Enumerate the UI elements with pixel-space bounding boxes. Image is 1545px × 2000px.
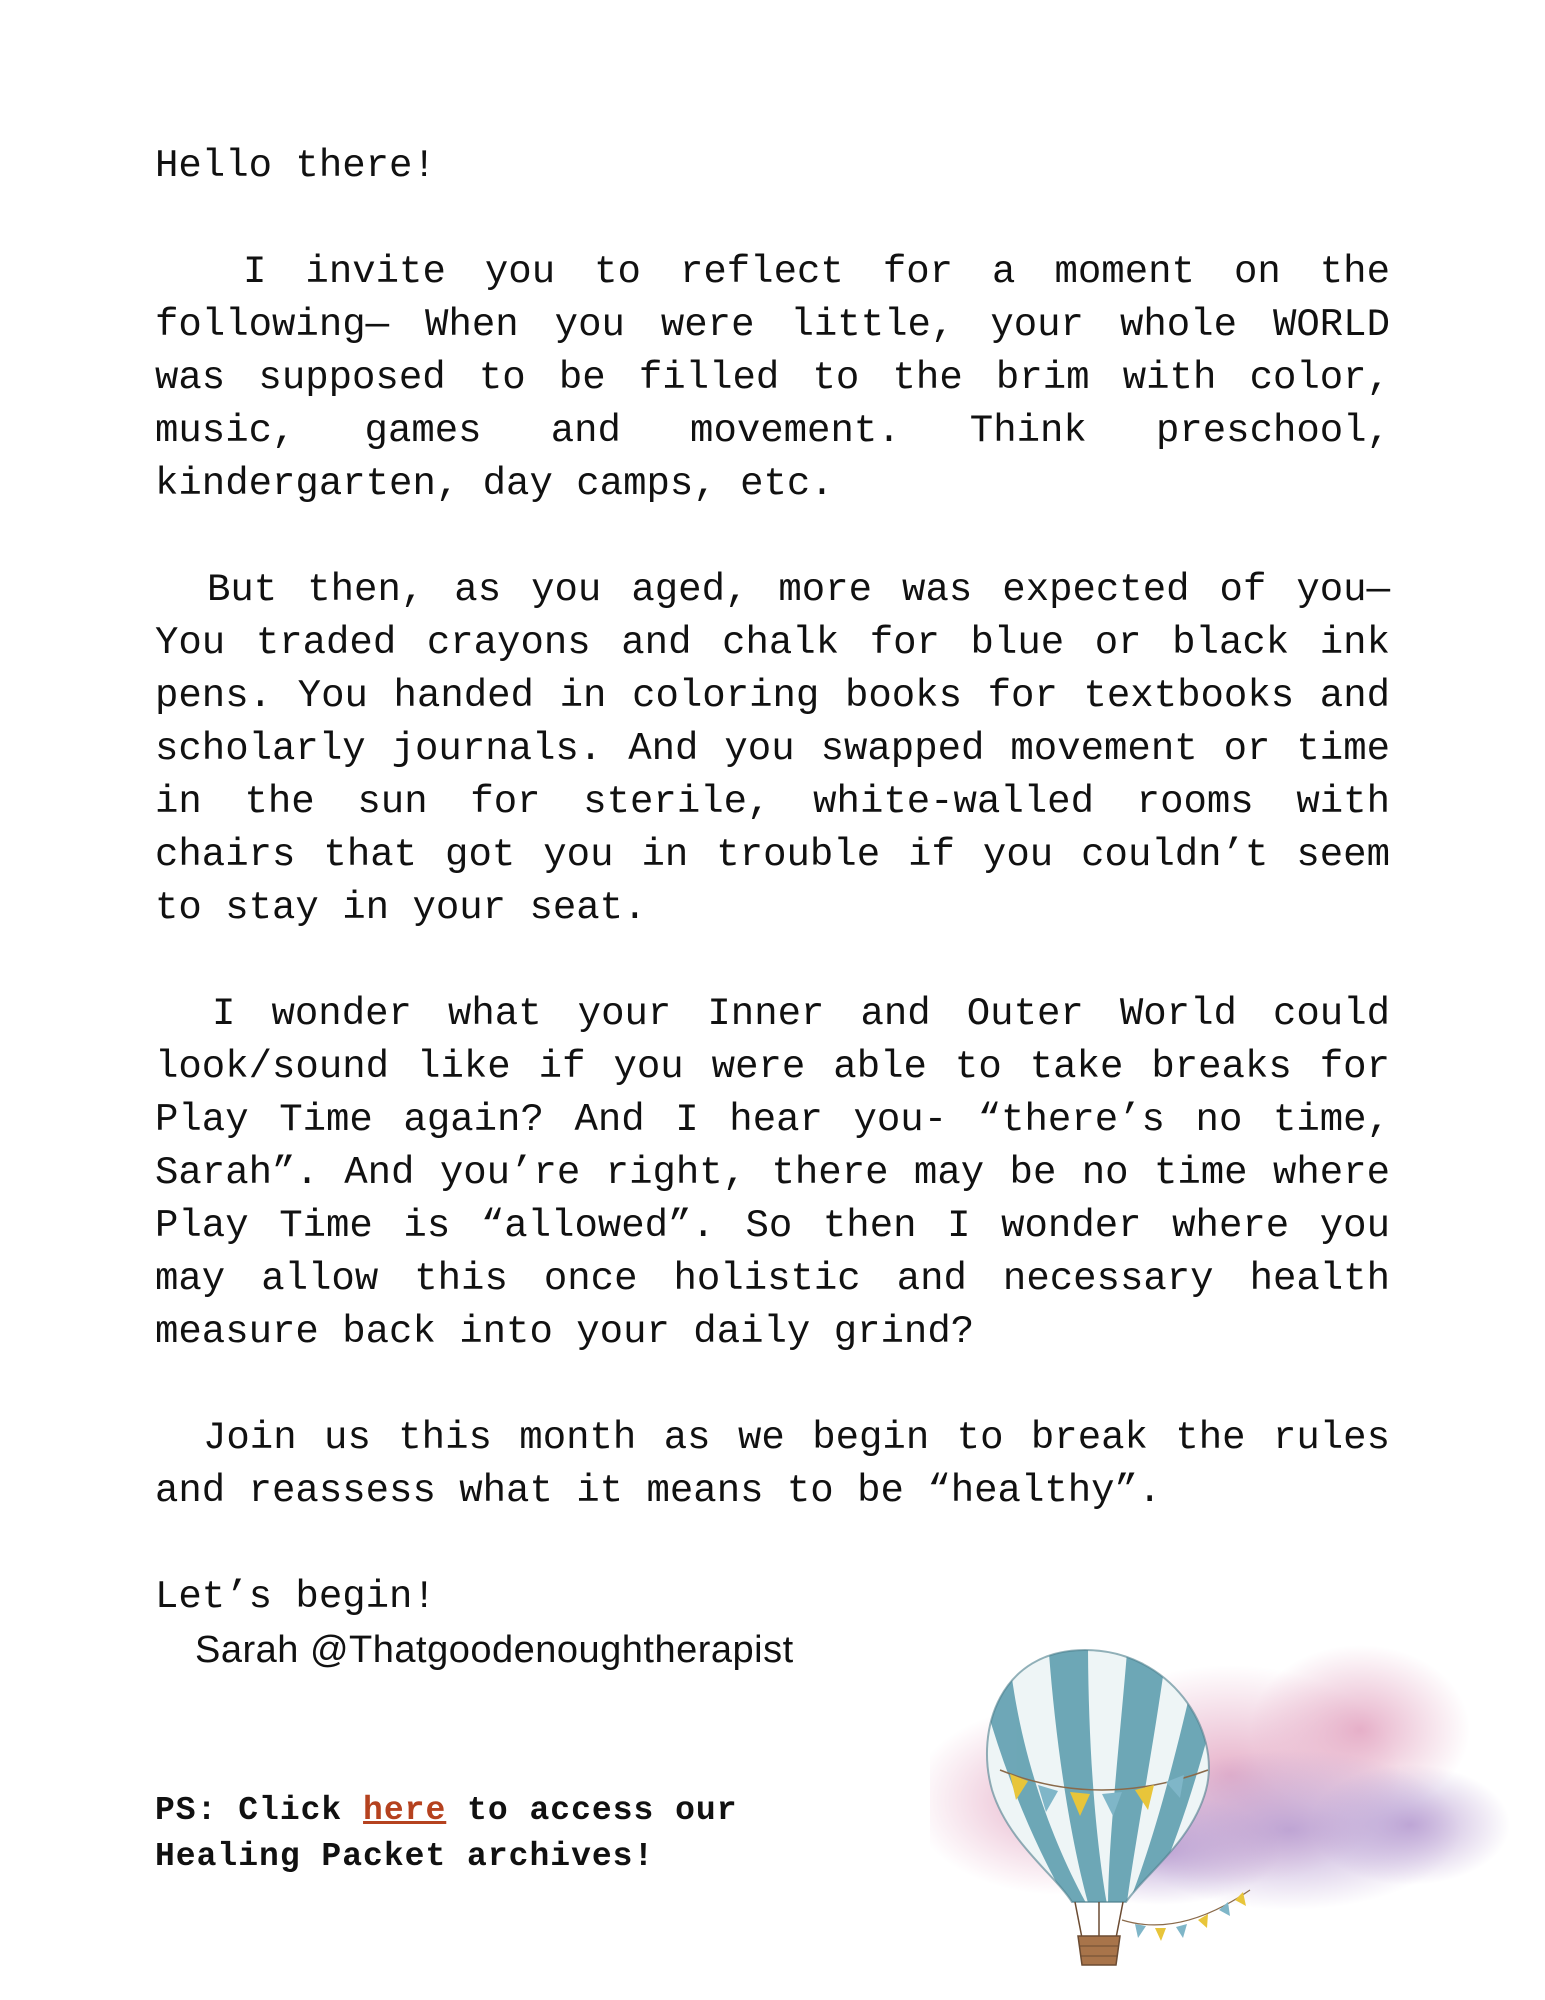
ps-suffix: to access our [467, 1792, 738, 1829]
ps-note [155, 1788, 875, 1880]
paragraph-aged: But then, as you aged, more was expected of you— You traded crayons and chalk for blue or black ink pens. You handed in coloring books for textbooks and scholarly journals. And you swapped movement or time in the sun for sterile, white-walled rooms with chairs that got you in trouble if you couldn’t seem to stay in your seat. [155, 568, 1390, 930]
paragraph-reflect: I invite you to reflect for a moment on the following— When you were little, your whole WORLD was supposed to be filled to the brim with color, music, games and movement. Think preschool, kindergarten, day camps, etc. [155, 250, 1390, 506]
signature: Sarah @Thatgoodenoughtherapist [195, 1629, 794, 1671]
ps-line-2: Healing Packet archives! [155, 1838, 655, 1875]
archives-link[interactable]: here [363, 1792, 447, 1829]
ps-line-1 [155, 1788, 875, 1834]
greeting: Hello there! [155, 144, 436, 188]
balloon-ropes [1075, 1902, 1123, 1938]
ps-prefix: PS: Click [155, 1792, 343, 1829]
closing-line: Let’s begin! [155, 1575, 436, 1619]
hot-air-balloon-illustration [930, 1620, 1510, 1980]
letter-body [155, 140, 1390, 1677]
balloon-basket [1078, 1936, 1120, 1965]
paragraph-join: Join us this month as we begin to break the rules and reassess what it means to be “healthy”. [155, 1416, 1390, 1513]
paragraph-wonder: I wonder what your Inner and Outer World could look/sound like if you were able to take breaks for Play Time again? And I hear you- “there’s no time, Sarah”. And you’re right, there may be no time where Play Time is “allowed”. So then I wonder where you may allow this once holistic and necessary health measure back into your daily grind? [155, 992, 1390, 1354]
